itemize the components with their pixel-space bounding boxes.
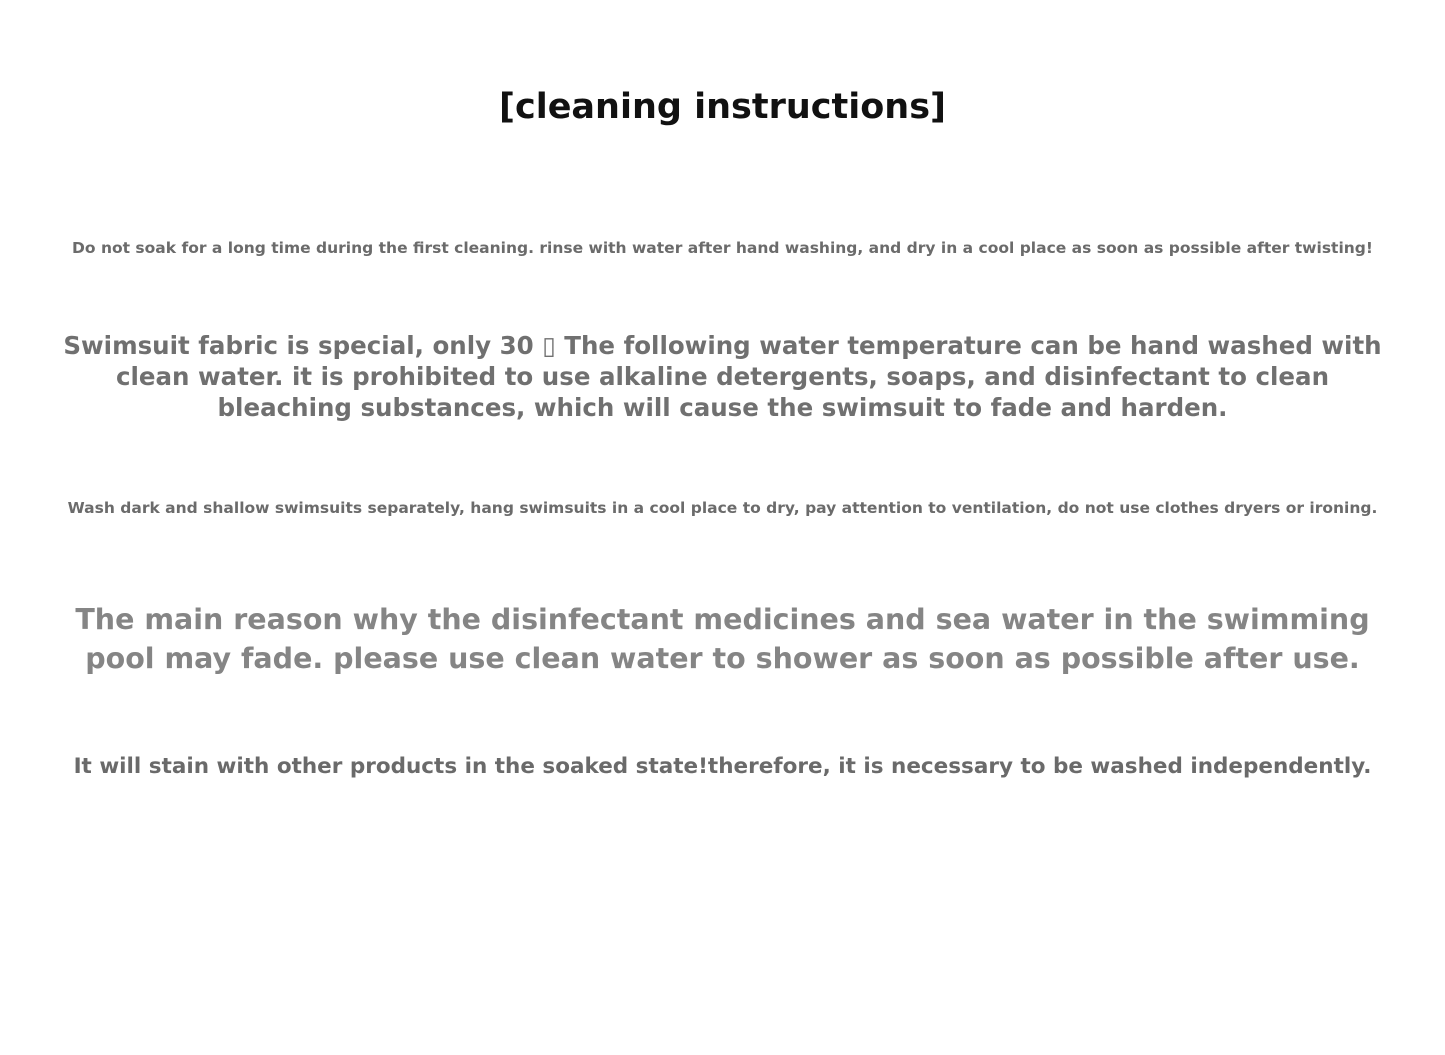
fabric-care-line: Swimsuit fabric is special, only 30 ▯ The following water temperature can be hand washed with	[63, 331, 1382, 360]
fabric-care-line: clean water. it is prohibited to use alkaline detergents, soaps, and disinfectant to clean	[115, 362, 1330, 391]
page-title: [cleaning instructions]	[498, 87, 947, 127]
fade-reason-instruction	[0, 600, 1445, 678]
fade-reason-line: pool may fade. please use clean water to shower as soon as possible after use.	[85, 642, 1360, 675]
fade-reason-line: The main reason why the disinfectant medicines and sea water in the swimming	[75, 603, 1370, 636]
first-cleaning-instruction: Do not soak for a long time during the first cleaning. rinse with water after hand washing, and dry in a cool place as soon as possible after twisting!	[72, 239, 1373, 257]
fabric-care-instruction	[0, 330, 1445, 423]
separate-wash-instruction: Wash dark and shallow swimsuits separately, hang swimsuits in a cool place to dry, pay attention to ventilation, do not use clothes dryers or ironing.	[67, 499, 1378, 517]
stain-warning: It will stain with other products in the soaked state!therefore, it is necessary to be washed independently.	[73, 754, 1372, 779]
fabric-care-line: bleaching substances, which will cause the swimsuit to fade and harden.	[217, 393, 1228, 422]
